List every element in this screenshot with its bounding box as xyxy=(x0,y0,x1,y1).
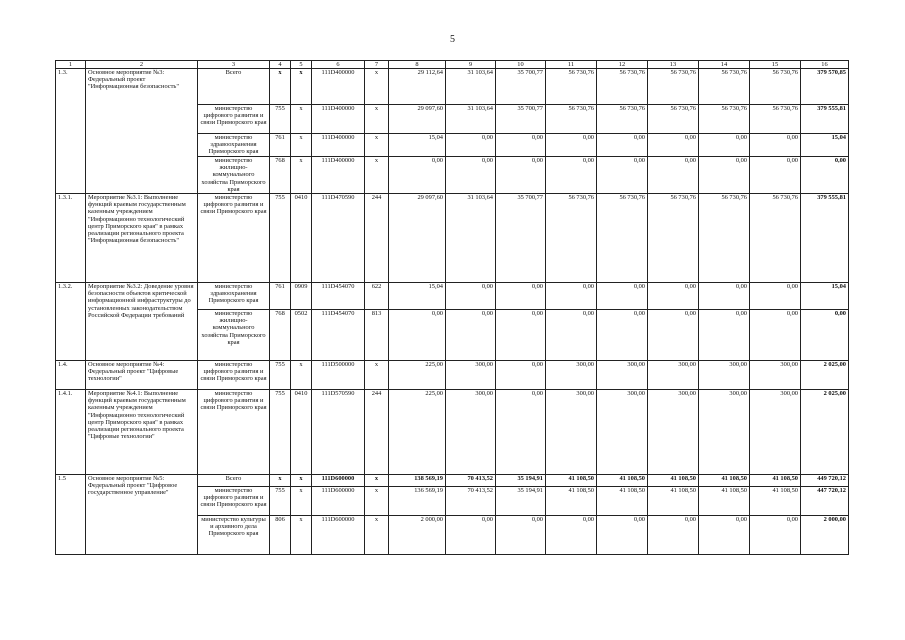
amount-cell: 56 730,76 xyxy=(750,194,801,283)
amount-cell: 15,04 xyxy=(389,283,446,310)
vr-cell: x xyxy=(365,487,389,516)
grbs-cell: 761 xyxy=(270,134,291,157)
total-cell: 0,00 xyxy=(801,310,849,361)
rzpr-cell: 0410 xyxy=(291,390,312,475)
vr-cell: 244 xyxy=(365,194,389,283)
total-cell: 379 555,81 xyxy=(801,105,849,134)
csr-cell: 111D454070 xyxy=(312,283,365,310)
amount-cell: 31 103,64 xyxy=(446,105,496,134)
amount-cell: 0,00 xyxy=(546,134,597,157)
header-cell: 9 xyxy=(446,61,496,69)
executor-cell: Всего xyxy=(198,475,270,487)
amount-cell: 56 730,76 xyxy=(750,105,801,134)
amount-cell: 300,00 xyxy=(546,390,597,475)
amount-cell: 300,00 xyxy=(699,390,750,475)
amount-cell: 0,00 xyxy=(750,516,801,555)
amount-cell: 41 108,50 xyxy=(750,487,801,516)
header-cell: 12 xyxy=(597,61,648,69)
header-cell: 2 xyxy=(86,61,198,69)
item-description: Мероприятие №4.1: Выполнение функций краевым государственным казенным учреждением "Информационно технологический центр Приморского края" в рамках реализации регионального проекта "Цифровые технологии" xyxy=(86,390,198,475)
vr-cell: 622 xyxy=(365,283,389,310)
amount-cell: 300,00 xyxy=(446,361,496,390)
vr-cell: 244 xyxy=(365,390,389,475)
csr-cell: 111D600000 xyxy=(312,516,365,555)
amount-cell: 41 108,50 xyxy=(546,487,597,516)
amount-cell: 0,00 xyxy=(446,283,496,310)
vr-cell: x xyxy=(365,105,389,134)
amount-cell: 300,00 xyxy=(597,390,648,475)
amount-cell: 56 730,76 xyxy=(699,69,750,105)
header-cell: 1 xyxy=(56,61,86,69)
amount-cell: 56 730,76 xyxy=(597,194,648,283)
amount-cell: 0,00 xyxy=(597,283,648,310)
amount-cell: 0,00 xyxy=(496,283,546,310)
page-number: 5 xyxy=(450,34,455,45)
amount-cell: 300,00 xyxy=(597,361,648,390)
amount-cell: 0,00 xyxy=(446,157,496,194)
item-description: Основное мероприятие №3: Федеральный проект "Информационная безопасность" xyxy=(86,69,198,194)
total-cell: 0,00 xyxy=(801,157,849,194)
amount-cell: 56 730,76 xyxy=(699,105,750,134)
csr-cell: 111D600000 xyxy=(312,475,365,487)
rzpr-cell: x xyxy=(291,361,312,390)
amount-cell: 56 730,76 xyxy=(648,194,699,283)
amount-cell: 0,00 xyxy=(597,157,648,194)
amount-cell: 41 108,50 xyxy=(597,487,648,516)
csr-cell: 111D400000 xyxy=(312,105,365,134)
amount-cell: 0,00 xyxy=(496,361,546,390)
amount-cell: 0,00 xyxy=(597,516,648,555)
amount-cell: 0,00 xyxy=(750,157,801,194)
amount-cell: 35 700,77 xyxy=(496,105,546,134)
rzpr-cell: 0909 xyxy=(291,283,312,310)
csr-cell: 111D600000 xyxy=(312,487,365,516)
amount-cell: 0,00 xyxy=(699,516,750,555)
amount-cell: 0,00 xyxy=(648,283,699,310)
item-description: Мероприятие №3.2: Доведение уровня безопасности объектов критической информационной инфраструктуры до установленных законодательством Российской Федерации требований xyxy=(86,283,198,361)
csr-cell: 111D400000 xyxy=(312,134,365,157)
vr-cell: x xyxy=(365,516,389,555)
grbs-cell: x xyxy=(270,475,291,487)
header-cell: 13 xyxy=(648,61,699,69)
rzpr-cell: x xyxy=(291,69,312,105)
amount-cell: 0,00 xyxy=(546,157,597,194)
executor-cell: министерство жилищно-коммунального хозяйства Приморского края xyxy=(198,157,270,194)
amount-cell: 41 108,50 xyxy=(699,475,750,487)
rzpr-cell: x xyxy=(291,487,312,516)
amount-cell: 41 108,50 xyxy=(648,475,699,487)
header-cell: 3 xyxy=(198,61,270,69)
executor-cell: министерство культуры и архивного дела Приморского края xyxy=(198,516,270,555)
amount-cell: 0,00 xyxy=(597,134,648,157)
amount-cell: 300,00 xyxy=(546,361,597,390)
header-cell: 11 xyxy=(546,61,597,69)
grbs-cell: 768 xyxy=(270,157,291,194)
csr-cell: 111D400000 xyxy=(312,157,365,194)
table-row xyxy=(56,361,849,390)
rzpr-cell: x xyxy=(291,475,312,487)
amount-cell: 225,00 xyxy=(389,390,446,475)
table-row xyxy=(56,194,849,283)
amount-cell: 0,00 xyxy=(496,310,546,361)
amount-cell: 31 103,64 xyxy=(446,69,496,105)
amount-cell: 300,00 xyxy=(750,361,801,390)
table-row xyxy=(56,69,849,105)
item-number: 1.4.1. xyxy=(56,390,86,475)
amount-cell: 0,00 xyxy=(648,134,699,157)
executor-cell: министерство здравоохранения Приморского края xyxy=(198,134,270,157)
header-cell: 10 xyxy=(496,61,546,69)
grbs-cell: 768 xyxy=(270,310,291,361)
amount-cell: 0,00 xyxy=(750,283,801,310)
amount-cell: 41 108,50 xyxy=(699,487,750,516)
grbs-cell: 755 xyxy=(270,390,291,475)
grbs-cell: 761 xyxy=(270,283,291,310)
amount-cell: 15,04 xyxy=(389,134,446,157)
amount-cell: 0,00 xyxy=(699,134,750,157)
executor-cell: министерство цифрового развития и связи Приморского края xyxy=(198,487,270,516)
item-number: 1.3. xyxy=(56,69,86,194)
amount-cell: 2 000,00 xyxy=(389,516,446,555)
total-cell: 2 025,00 xyxy=(801,390,849,475)
grbs-cell: x xyxy=(270,69,291,105)
grbs-cell: 755 xyxy=(270,105,291,134)
amount-cell: 0,00 xyxy=(546,516,597,555)
executor-cell: министерство цифрового развития и связи Приморского края xyxy=(198,361,270,390)
header-cell: 8 xyxy=(389,61,446,69)
amount-cell: 31 103,64 xyxy=(446,194,496,283)
amount-cell: 300,00 xyxy=(699,361,750,390)
amount-cell: 56 730,76 xyxy=(648,105,699,134)
rzpr-cell: 0410 xyxy=(291,194,312,283)
amount-cell: 0,00 xyxy=(496,390,546,475)
amount-cell: 41 108,50 xyxy=(750,475,801,487)
total-cell: 15,04 xyxy=(801,283,849,310)
rzpr-cell: x xyxy=(291,105,312,134)
amount-cell: 35 194,91 xyxy=(496,487,546,516)
amount-cell: 56 730,76 xyxy=(546,69,597,105)
csr-cell: 111D570590 xyxy=(312,390,365,475)
csr-cell: 111D470590 xyxy=(312,194,365,283)
amount-cell: 300,00 xyxy=(750,390,801,475)
vr-cell: x xyxy=(365,69,389,105)
header-cell: 15 xyxy=(750,61,801,69)
amount-cell: 0,00 xyxy=(597,310,648,361)
grbs-cell: 755 xyxy=(270,194,291,283)
csr-cell: 111D500000 xyxy=(312,361,365,390)
amount-cell: 35 700,77 xyxy=(496,194,546,283)
amount-cell: 0,00 xyxy=(546,310,597,361)
executor-cell: министерство цифрового развития и связи Приморского края xyxy=(198,390,270,475)
amount-cell: 0,00 xyxy=(699,283,750,310)
rzpr-cell: x xyxy=(291,157,312,194)
amount-cell: 41 108,50 xyxy=(648,487,699,516)
amount-cell: 29 097,60 xyxy=(389,105,446,134)
csr-cell: 111D454070 xyxy=(312,310,365,361)
total-cell: 2 025,00 xyxy=(801,361,849,390)
amount-cell: 56 730,76 xyxy=(648,69,699,105)
total-cell: 449 720,12 xyxy=(801,475,849,487)
amount-cell: 0,00 xyxy=(750,134,801,157)
amount-cell: 0,00 xyxy=(389,310,446,361)
grbs-cell: 755 xyxy=(270,361,291,390)
amount-cell: 300,00 xyxy=(446,390,496,475)
header-cell: 16 xyxy=(801,61,849,69)
header-cell: 14 xyxy=(699,61,750,69)
total-cell: 447 720,12 xyxy=(801,487,849,516)
amount-cell: 41 108,50 xyxy=(546,475,597,487)
amount-cell: 0,00 xyxy=(546,283,597,310)
rzpr-cell: 0502 xyxy=(291,310,312,361)
amount-cell: 0,00 xyxy=(446,310,496,361)
item-number: 1.5 xyxy=(56,475,86,555)
amount-cell: 56 730,76 xyxy=(750,69,801,105)
amount-cell: 41 108,50 xyxy=(597,475,648,487)
table-row xyxy=(56,283,849,310)
amount-cell: 138 569,19 xyxy=(389,475,446,487)
amount-cell: 0,00 xyxy=(446,516,496,555)
vr-cell: x xyxy=(365,157,389,194)
vr-cell: x xyxy=(365,134,389,157)
total-cell: 15,04 xyxy=(801,134,849,157)
header-cell: 5 xyxy=(291,61,312,69)
column-number-row xyxy=(56,61,849,69)
rzpr-cell: x xyxy=(291,516,312,555)
vr-cell: x xyxy=(365,475,389,487)
grbs-cell: 806 xyxy=(270,516,291,555)
executor-cell: министерство здравоохранения Приморского края xyxy=(198,283,270,310)
amount-cell: 0,00 xyxy=(389,157,446,194)
amount-cell: 225,00 xyxy=(389,361,446,390)
amount-cell: 56 730,76 xyxy=(546,194,597,283)
item-description: Основное мероприятие №5: Федеральный проект "Цифровое государственное управление" xyxy=(86,475,198,555)
header-cell: 4 xyxy=(270,61,291,69)
executor-cell: Всего xyxy=(198,69,270,105)
amount-cell: 0,00 xyxy=(750,310,801,361)
amount-cell: 29 112,64 xyxy=(389,69,446,105)
total-cell: 2 000,00 xyxy=(801,516,849,555)
grbs-cell: 755 xyxy=(270,487,291,516)
total-cell: 379 555,81 xyxy=(801,194,849,283)
amount-cell: 0,00 xyxy=(446,134,496,157)
rzpr-cell: x xyxy=(291,134,312,157)
csr-cell: 111D400000 xyxy=(312,69,365,105)
budget-table xyxy=(55,60,849,555)
table-row xyxy=(56,475,849,487)
amount-cell: 136 569,19 xyxy=(389,487,446,516)
amount-cell: 35 700,77 xyxy=(496,69,546,105)
amount-cell: 56 730,76 xyxy=(597,69,648,105)
total-cell: 379 570,85 xyxy=(801,69,849,105)
amount-cell: 56 730,76 xyxy=(699,194,750,283)
item-number: 1.3.2. xyxy=(56,283,86,361)
amount-cell: 56 730,76 xyxy=(546,105,597,134)
header-cell: 7 xyxy=(365,61,389,69)
amount-cell: 0,00 xyxy=(648,310,699,361)
amount-cell: 300,00 xyxy=(648,390,699,475)
item-number: 1.3.1. xyxy=(56,194,86,283)
executor-cell: министерство цифрового развития и связи Приморского края xyxy=(198,194,270,283)
vr-cell: x xyxy=(365,361,389,390)
amount-cell: 29 097,60 xyxy=(389,194,446,283)
amount-cell: 0,00 xyxy=(496,157,546,194)
executor-cell: министерство цифрового развития и связи Приморского края xyxy=(198,105,270,134)
header-cell: 6 xyxy=(312,61,365,69)
table-row xyxy=(56,390,849,475)
amount-cell: 300,00 xyxy=(648,361,699,390)
amount-cell: 70 413,52 xyxy=(446,487,496,516)
amount-cell: 0,00 xyxy=(648,157,699,194)
amount-cell: 0,00 xyxy=(699,157,750,194)
vr-cell: 813 xyxy=(365,310,389,361)
amount-cell: 0,00 xyxy=(496,516,546,555)
item-description: Основное мероприятие №4: Федеральный проект "Цифровые технологии" xyxy=(86,361,198,390)
amount-cell: 35 194,91 xyxy=(496,475,546,487)
amount-cell: 0,00 xyxy=(648,516,699,555)
item-number: 1.4. xyxy=(56,361,86,390)
amount-cell: 56 730,76 xyxy=(597,105,648,134)
amount-cell: 0,00 xyxy=(699,310,750,361)
executor-cell: министерство жилищно-коммунального хозяйства Приморского края xyxy=(198,310,270,361)
amount-cell: 0,00 xyxy=(496,134,546,157)
amount-cell: 70 413,52 xyxy=(446,475,496,487)
item-description: Мероприятие №3.1: Выполнение функций краевым государственным казенным учреждением "Информационно технологический центр Приморского края" в рамках реализации регионального проекта "Информационная безопасность" xyxy=(86,194,198,283)
